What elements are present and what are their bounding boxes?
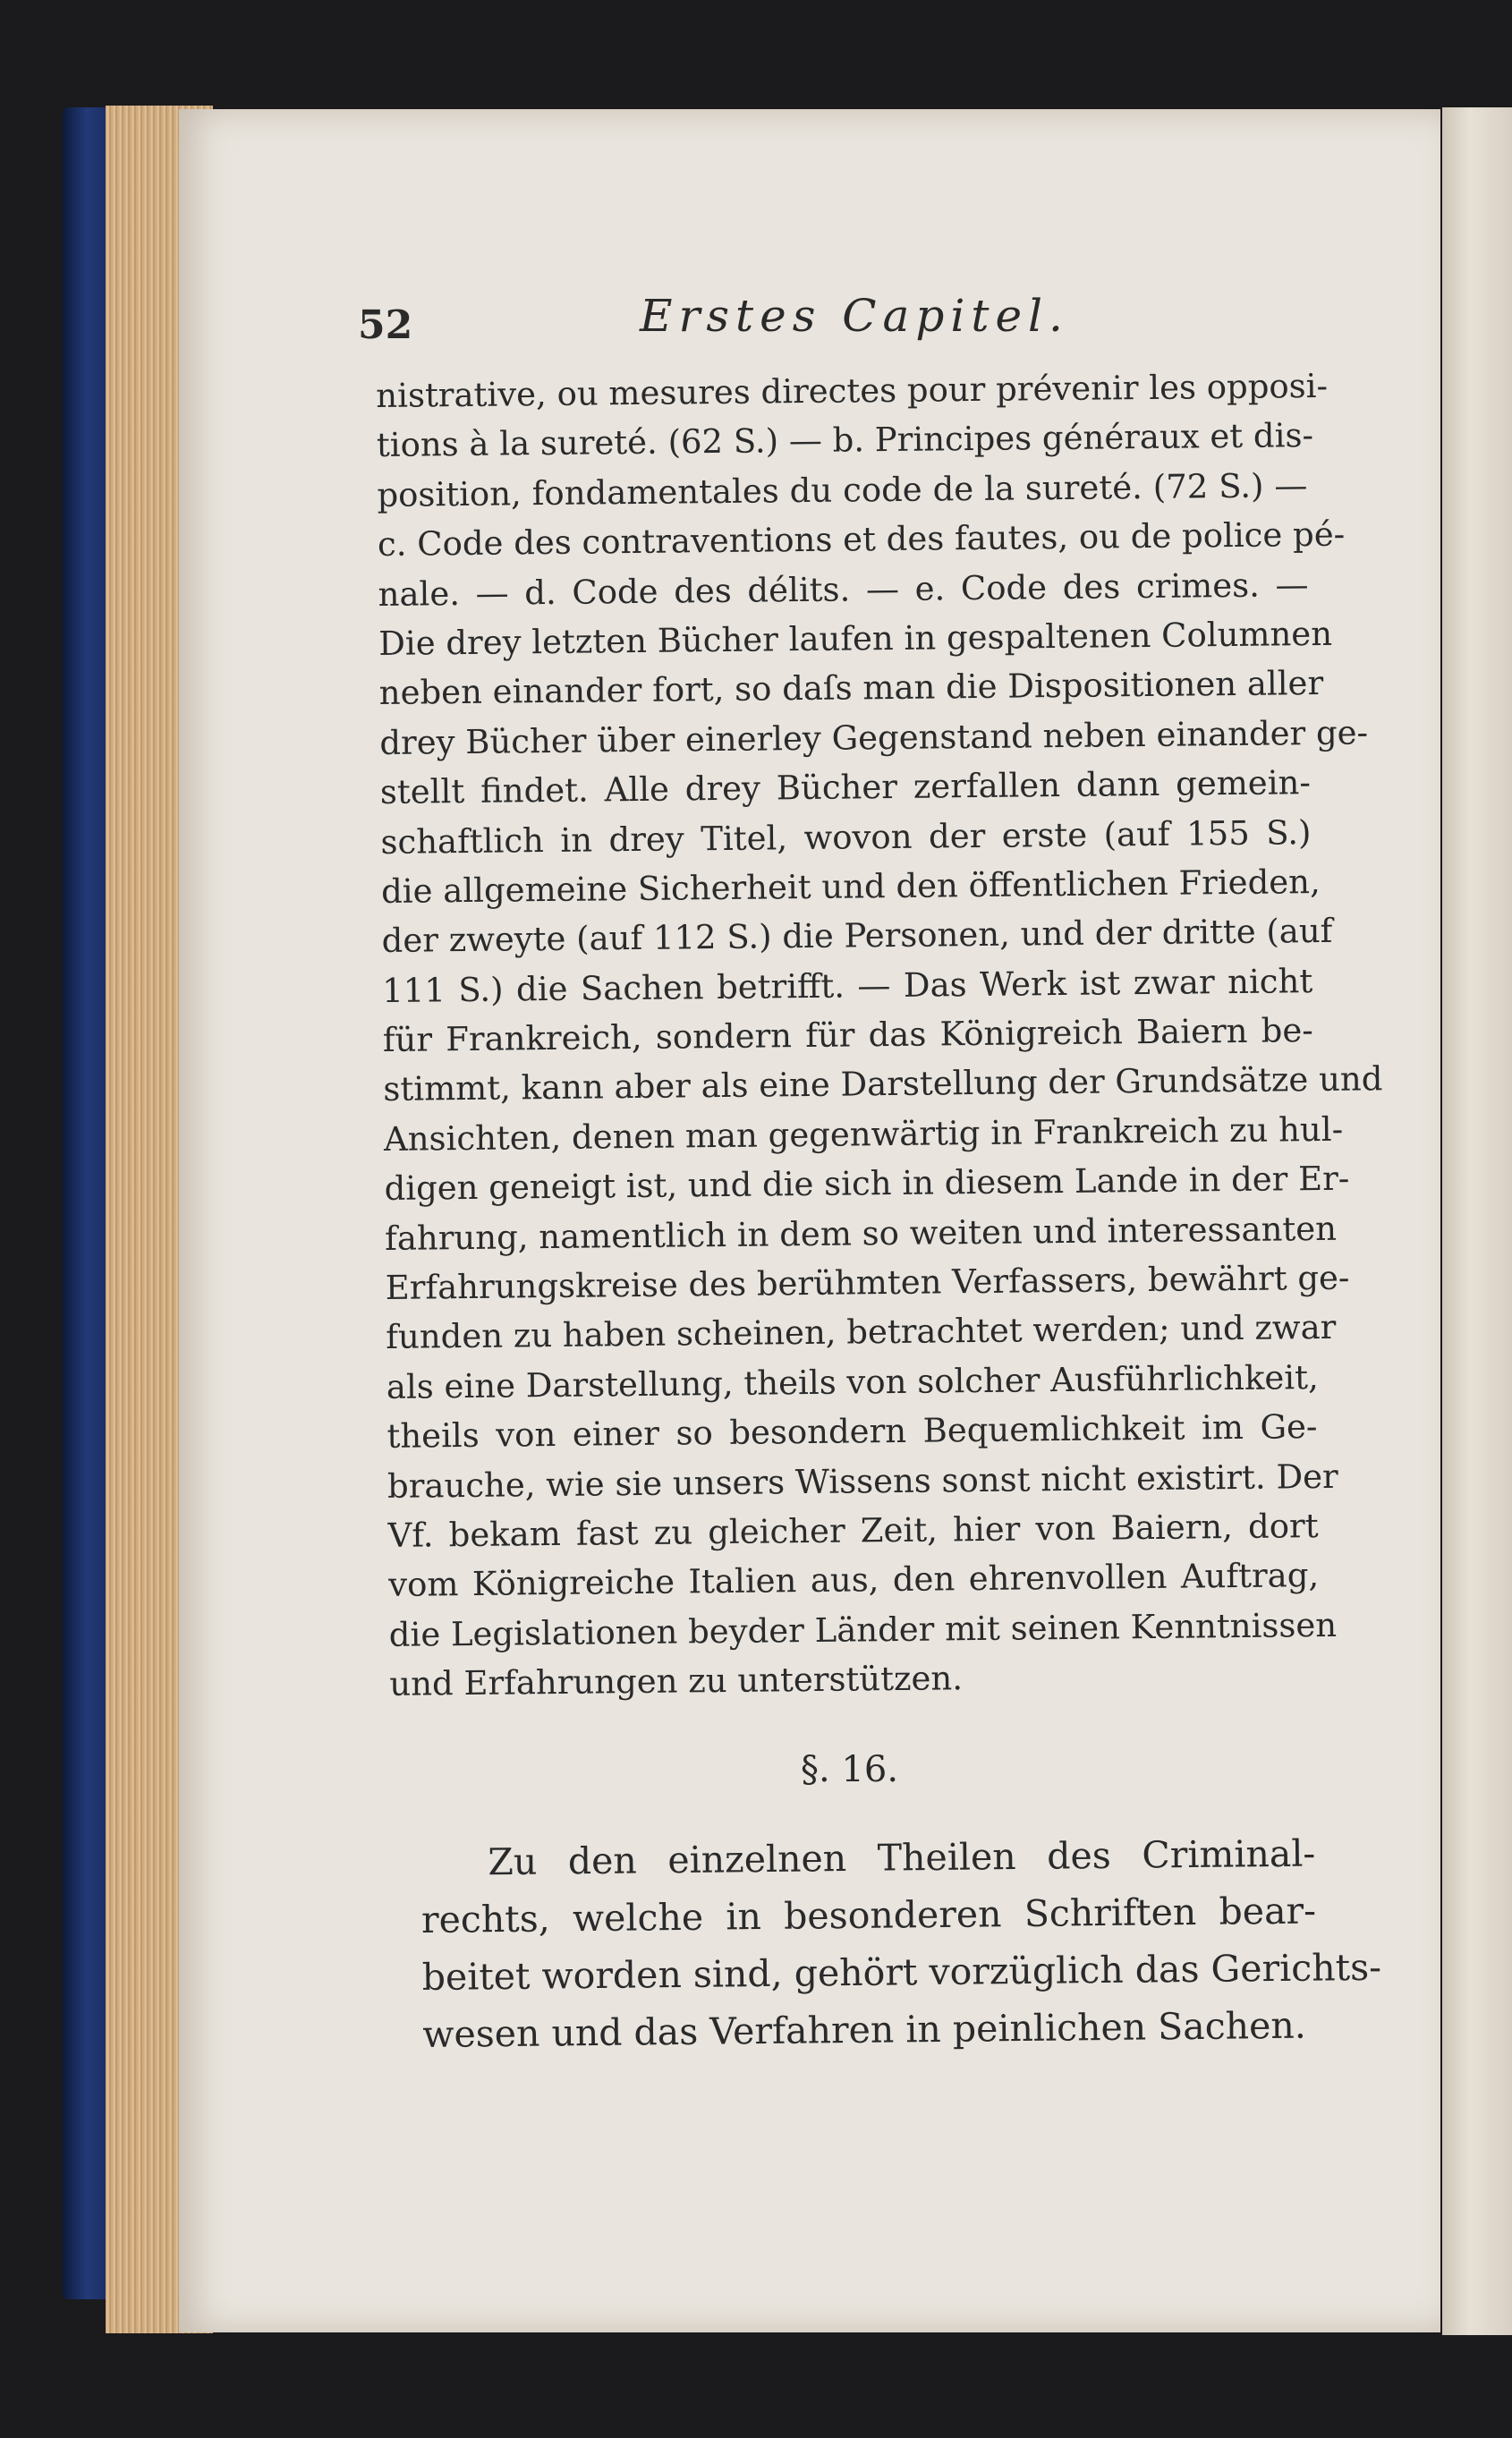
text-line: wesen und das Verfahren in peinlichen Sachen. [422,2003,1307,2056]
text-line: beitet worden sind, gehört vorzüglich das Gerichts- [421,1945,1382,1999]
text-line: für Frankreich, sondern für das Königreich Baiern be- [382,1011,1313,1060]
text-line: stellt findet. Alle drey Bücher zerfallen dann gemein- [379,763,1312,812]
text-line: tions à la sureté. (62 S.) — b. Principes généraux et dis- [376,416,1314,465]
text-line: drey Bücher über einerley Gegenstand neben einander ge- [379,713,1369,762]
running-title: Erstes Capitel. [640,290,1069,342]
section-heading: §. 16. [801,1749,899,1790]
text-line: Ansichten, denen man gegenwärtig in Frankreich zu hul- [383,1109,1344,1159]
text-line: nistrative, ou mesures directes pour prévenir les opposi- [376,366,1329,415]
text-line: die Legislationen beyder Länder mit seinen Kenntnissen [388,1605,1338,1654]
paragraph-main [376,361,1383,1709]
text-line: theils von einer so besondern Bequemlichkeit im Ge- [386,1407,1318,1457]
text-line: neben einander fort, so daſs man die Dispositionen aller [378,664,1324,713]
text-line: funden zu haben scheinen, betrachtet werden; und zwar [386,1308,1337,1357]
text-line: rechts, welche in besonderen Schriften bear- [420,1889,1317,1941]
text-line: stimmt, kann aber als eine Darstellung der Grundsätze und [383,1059,1383,1109]
text-line: vom Königreiche Italien aus, den ehrenvollen Auftrag, [387,1556,1320,1605]
facing-page-edge [1442,107,1512,2335]
text-line: der zweyte (auf 112 S.) die Personen, und der dritte (auf [381,912,1333,961]
text-line: digen geneigt ist, und die sich in diesem Lande in der Er- [384,1159,1350,1209]
text-line: brauche, wie sie unsers Wissens sonst nicht existirt. Der [386,1457,1338,1506]
text-line: position, fondamentales du code de la sureté. (72 S.) — [377,465,1308,514]
paragraph-section-16 [420,1825,1382,2063]
text-line: als eine Darstellung, theils von solcher Ausführlichkeit, [386,1357,1319,1406]
page-header [358,286,1163,358]
text-line: schaftlich in drey Titel, wovon der erste (auf 155 S.) [380,812,1312,862]
page-number: 52 [358,302,413,348]
text-line: fahrung, namentlich in dem so weiten und interessanten [384,1209,1338,1258]
text-line: und Erfahrungen zu unterstützen. [389,1659,964,1704]
text-line: Erfahrungskreise des berühmten Verfassers, bewährt ge- [385,1258,1350,1307]
text-line: Die drey letzten Bücher laufen in gespaltenen Columnen [378,614,1333,663]
text-line: Zu den einzelnen Theilen des Criminal- [488,1831,1316,1884]
text-line: nale. — d. Code des délits. — e. Code des crimes. — [378,565,1309,614]
text-line: c. Code des contraventions et des fautes, ou de police pé- [377,514,1346,565]
text-line: Vf. bekam fast zu gleicher Zeit, hier von Baiern, dort [387,1507,1319,1555]
text-line: die allgemeine Sicherheit und den öffentlichen Frieden, [380,862,1321,911]
text-line: 111 S.) die Sachen betrifft. — Das Werk ist zwar nicht [382,961,1313,1010]
